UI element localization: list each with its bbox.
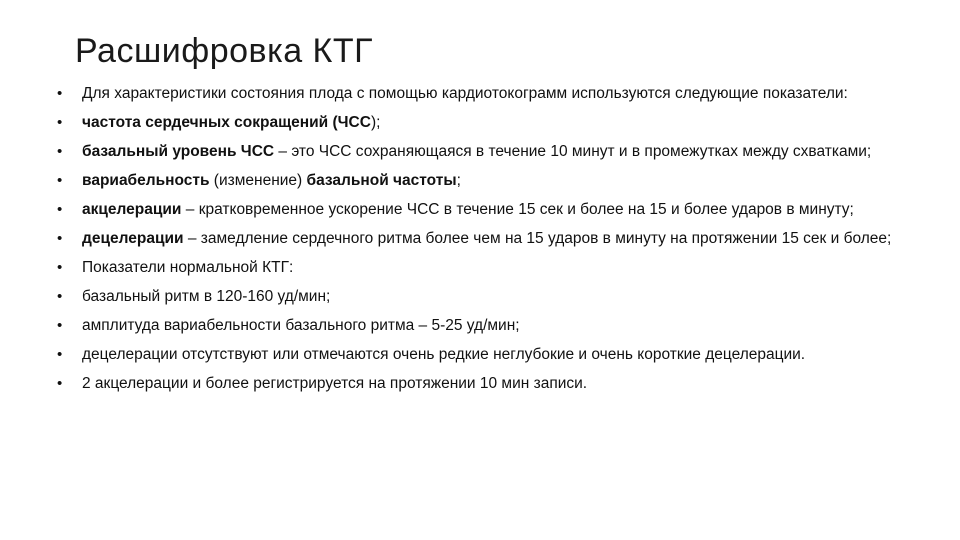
bullet-item (55, 113, 920, 133)
bullet-text: амплитуда вариабельности базального ритма – 5-25 уд/мин; (82, 317, 520, 334)
bullet-list (55, 84, 920, 403)
bullet-item (55, 258, 920, 278)
bullet-text: – кратковременное ускорение ЧСС в течение 15 сек и более на 15 и более ударов в минуту; (181, 201, 854, 218)
bullet-item (55, 316, 920, 336)
bullet-item (55, 142, 920, 162)
bullet-text: ; (456, 172, 461, 189)
bullet-item (55, 287, 920, 307)
bullet-text: децелерации отсутствуют или отмечаются очень редкие неглубокие и очень короткие децелерации. (82, 346, 806, 363)
bullet-text: 2 акцелерации и более регистрируется на протяжении 10 мин записи. (82, 375, 588, 392)
bullet-text: – замедление сердечного ритма более чем на 15 ударов в минуту на протяжении 15 сек и более; (183, 230, 892, 247)
bullet-item (55, 84, 920, 104)
bold-text: частота сердечных сокращений (ЧСС (82, 114, 371, 131)
bullet-item (55, 345, 920, 365)
bullet-item (55, 171, 920, 191)
bold-text: вариабельность (82, 172, 210, 189)
bold-text: базальный уровень ЧСС (82, 143, 275, 160)
slide-title: Расшифровка КТГ (75, 32, 374, 70)
bullet-text: Для характеристики состояния плода с помощью кардиотокограмм используются следующие показатели: (82, 85, 848, 102)
bullet-text: – это ЧСС сохраняющаяся в течение 10 минут и в промежутках между схватками; (274, 143, 872, 160)
bullet-text: ); (370, 114, 381, 131)
bullet-text: Показатели нормальной КТГ: (82, 259, 294, 276)
bold-text: акцелерации (82, 201, 182, 218)
bullet-item (55, 374, 920, 394)
bullet-item (55, 200, 920, 220)
bullet-item (55, 229, 920, 249)
bold-text: децелерации (82, 230, 184, 247)
bullet-text: (изменение) (209, 172, 307, 189)
bullet-text: базальный ритм в 120-160 уд/мин; (82, 288, 331, 305)
bold-text: базальной частоты (306, 172, 457, 189)
